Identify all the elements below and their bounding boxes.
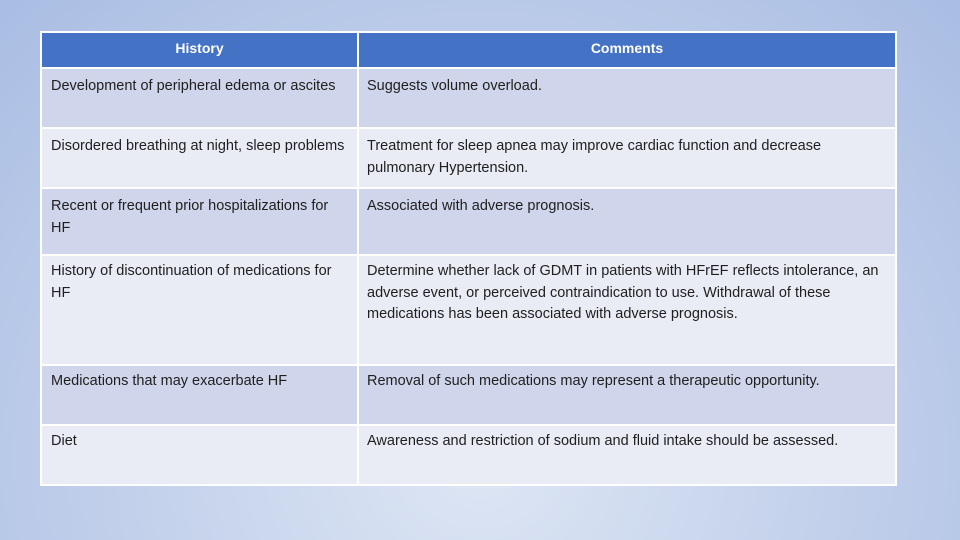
table-row — [41, 188, 896, 255]
table-row — [41, 68, 896, 128]
comment-cell: Determine whether lack of GDMT in patients with HFrEF reflects intolerance, an adverse event, or perceived contraindication to use. Withdrawal of these medications has been associated with adverse prognosis. — [358, 255, 896, 365]
history-cell: Diet — [41, 425, 358, 485]
table-row — [41, 255, 896, 365]
comment-cell: Associated with adverse prognosis. — [358, 188, 896, 255]
table-row — [41, 425, 896, 485]
table-row — [41, 365, 896, 425]
history-comments-table — [40, 31, 897, 486]
history-cell: Development of peripheral edema or ascites — [41, 68, 358, 128]
comment-cell: Awareness and restriction of sodium and fluid intake should be assessed. — [358, 425, 896, 485]
header-history: History — [41, 32, 358, 68]
header-comments: Comments — [358, 32, 896, 68]
comment-cell: Suggests volume overload. — [358, 68, 896, 128]
history-cell: Recent or frequent prior hospitalizations for HF — [41, 188, 358, 255]
table-row — [41, 128, 896, 188]
comment-cell: Treatment for sleep apnea may improve cardiac function and decrease pulmonary Hypertension. — [358, 128, 896, 188]
table-header-row — [41, 32, 896, 68]
history-cell: Medications that may exacerbate HF — [41, 365, 358, 425]
comment-cell: Removal of such medications may represent a therapeutic opportunity. — [358, 365, 896, 425]
history-cell: History of discontinuation of medications for HF — [41, 255, 358, 365]
history-cell: Disordered breathing at night, sleep problems — [41, 128, 358, 188]
